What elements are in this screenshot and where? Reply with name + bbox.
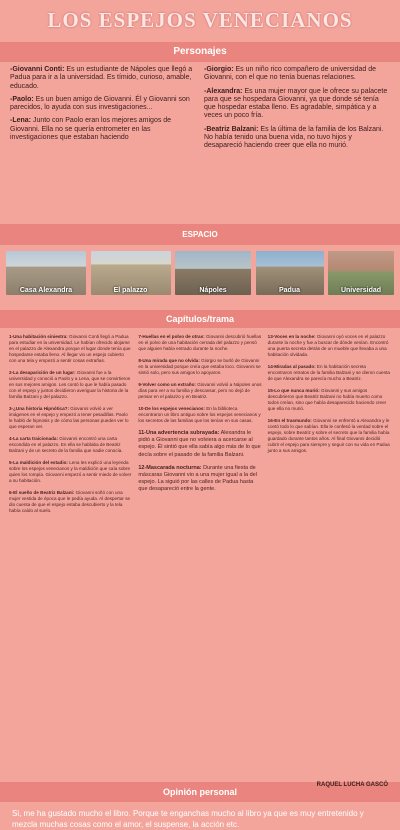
chapter-entry: 3-¿Una historia Hipnótica?: Giovanni volvió a ver imágenes en el espejo y empezó a tener pesadillas. Paolo le habló de hipnosis y de cómo las personas pueden ver lo que esperan ver. [9, 406, 129, 429]
poster-title: LOS ESPEJOS VENECIANOS [47, 7, 353, 32]
chapter-entry: 10-De los espejos venecianos: En la biblioteca encontraron un libro antiguo sobre los espejos venecianos y los secretos de las familias que los tenían en sus casas. [138, 406, 261, 423]
chapter-entry: 9-Volver como un extraño: Giovanni volvió a Nápoles unos días para ver a su familia y descansar, pero no dejó de pensar en el palazzo y en Beatriz. [138, 382, 262, 399]
characters-right-column [200, 66, 394, 212]
chapter-entry: 12-Mascarada nocturna: Durante una fiesta de máscaras Giovanni vio a una mujer igual a la del espejo. La siguió por las calles de Padua hasta que desapareció entre la gente. [138, 464, 257, 493]
chapter-entry: 13-Voces en la noche: Giovanni oyó voces en el palazzo durante la noche y fue a buscar de dónde venían. Encontró una puerta secreta detrás de un mueble que llevaba a una habitación olvidada. [267, 334, 389, 357]
chapter-entry: 2-La desaparición de un lugar: Giovanni fue a la universidad y conoció a Paolo y a Lena, que se convirtieron en sus mejores amigos. Les contó lo que le había pasado con el espejo y juntos decidieron averiguar la historia de la familia Balzani y del palazzo. [9, 370, 131, 399]
section-header-capitulos: Capítulos/trama [0, 310, 400, 328]
photo-padua: Padua [256, 251, 324, 295]
chapter-entry: 6-El sueño de Beatriz Balzani: Giovanni soñó con una mujer vestida de época que le pedía ayuda. Al despertar se dio cuenta de que el espejo estaba descubierto y la tela había caído al suelo. [9, 490, 131, 513]
character-entry: -Giorgio: Es un niño rico compañero de universidad de Giovanni, con el que no tenía buenas relaciones. [204, 66, 376, 82]
places-photo-row [0, 245, 400, 295]
chapter-entry: 1-Una habitación siniestra: Giovanni Conti llegó a Padua para estudiar en la universidad. Le habían ofrecido alojarse en el palazzo de Alexandra porque el lugar donde tenía que hospedarse estaba lleno. Al llegar vio un espejo cubierto con una tela y empezó a sentir cosas extrañas. [9, 334, 131, 363]
photo-el-palazzo: El palazzo [91, 251, 171, 295]
chapter-entry: 14-Miradas al pasado: En la habitación secreta encontraron retratos de la familia Balzani y se dieron cuenta de que Alexandra se parecía mucho a Beatriz. [267, 364, 390, 381]
chapters-column-1 [6, 334, 135, 774]
section-header-espacio: ESPACIO [0, 224, 400, 245]
chapters-section [0, 328, 400, 774]
character-entry: -Beatriz Balzani: Es la última de la familia de los Balzani. No había tenido una buena vida, no tuvo hijos y desapareció haciendo creer que ella no murió. [204, 125, 384, 150]
characters-left-column [6, 66, 200, 212]
photo-napoles: Nápoles [175, 251, 251, 295]
photo-casa-alexandra: Casa Alexandra [6, 251, 86, 295]
chapter-entry: 7-Huellas en el polvo de otras: Giovanni descubrió huellas en el polvo de una habitación cerrada del palazzo y pensó que alguien había entrado durante la noche. [138, 334, 262, 351]
character-entry: -Lena: Junto con Paolo eran los mejores amigos de Giovanni. Ella no se quería entrometer en las investigaciones que estaban haciendo [10, 117, 172, 142]
chapter-entry: 11-Una advertencia subrayada: Alexandra le pidió a Giovanni que no volviera a acercarse al espejo. Él sintió que ella sabía algo más de lo que decía sobre el pasado de la familia Balzani. [138, 430, 261, 458]
author-name: RAQUEL LUCHA GASCÓ [316, 782, 388, 788]
character-entry: -Paolo: Es un buen amigo de Giovanni. Él y Giovanni son parecidos, lo ayuda con sus investigaciones... [10, 95, 190, 112]
character-entry: -Alexandra: Es una mujer mayor que le ofrece su palacete para que se hospedara Giovanni, ya que donde sé tenía que hospedar estaba lleno. Es agradable, simpática y a veces un poco fría. [204, 87, 388, 120]
chapter-entry: 15-Lo que nunca murió: Giovanni y sus amigos descubrieron que Beatriz Balzani no había muerto como todos creían, sino que había desaparecido haciendo creer que ella no murió. [267, 388, 387, 411]
section-header-opinion: Opinión personal [0, 782, 400, 802]
opinion-text: Si, me ha gustado mucho el libro. Porque te enganchas mucho al libro ya que es muy entretenido y mezcla muchas cosas como el amor, el suspense, la acción etc. [12, 809, 364, 829]
chapter-entry: 8-Una mirada que no olvida: Giorgio se burló de Giovanni en la universidad porque creía que estaba loco. Giovanni se sintió solo, pero sus amigos lo apoyaron. [138, 358, 261, 375]
chapter-entry: 16-En el trasmundo: Giovanni se enfrentó a Alexandra y le contó todo lo que sabían. Ella le confesó la verdad sobre el espejo, sobre Beatriz y sobre el secreto que la familia había guardado durante tantos años. Al final Giovanni decidió cubrir el espejo para siempre y seguir con su vida en Padua junto a sus amigos. [267, 418, 390, 453]
photo-universidad: Universidad [328, 251, 394, 295]
chapters-column-3 [265, 334, 394, 774]
characters-section [0, 62, 400, 212]
chapters-column-2 [135, 334, 264, 774]
chapter-entry: 4-La carta traicionada: Giovanni encontró una carta escondida en el palazzo. En ella se hablaba de Beatriz Balzani y de un secreto de la familia que nadie conocía. [9, 436, 123, 453]
section-header-personajes: Personajes [0, 42, 400, 62]
chapter-entry: 5-La maldición del estadio: Lena les explicó una leyenda sobre los espejos venecianos y la maldición que caía sobre quien los rompía. Giovanni empezó a sentir miedo de volver a su habitación. [9, 460, 132, 483]
character-entry: -Giovanni Conti: Es un estudiante de Nápoles que llegó a Padua para ir a la universidad. Es tímido, curioso, amable, educado. [10, 66, 193, 90]
